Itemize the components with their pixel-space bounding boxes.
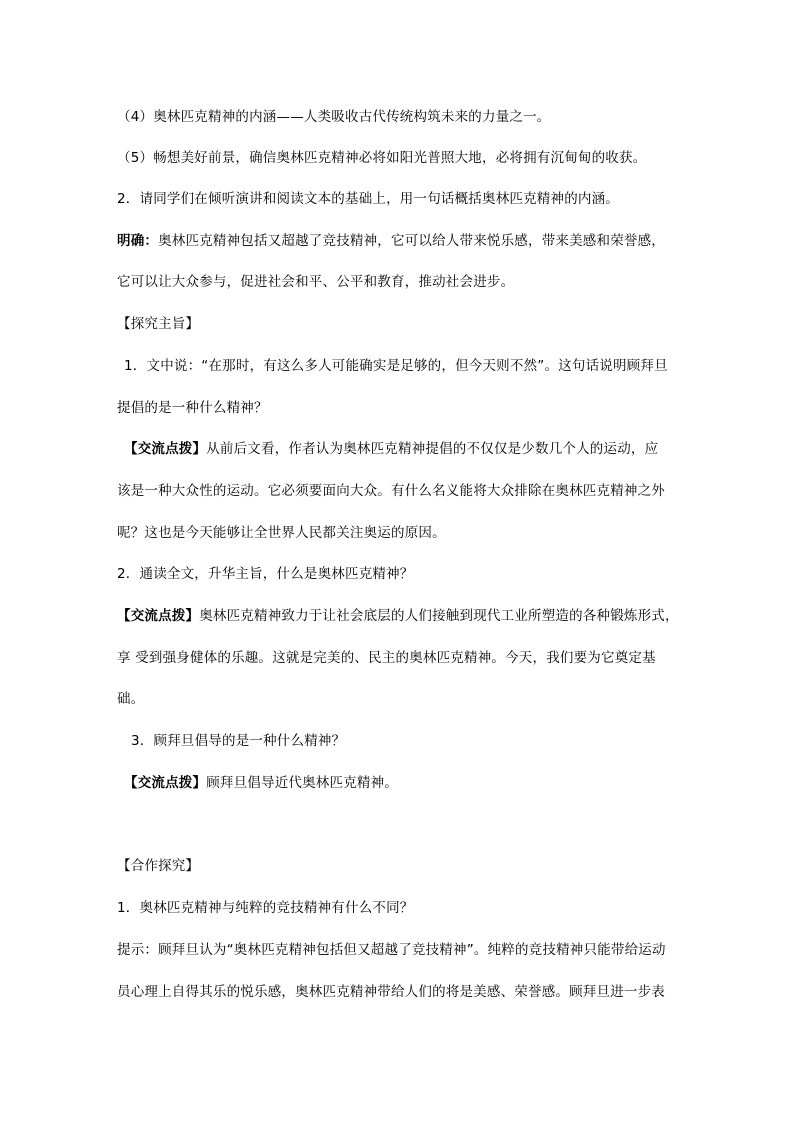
text-line: 础。 bbox=[117, 691, 145, 707]
comment-line bbox=[124, 439, 724, 459]
text-line: 享 受到强身健体的乐趣。这就是完美的、民主的奥林匹克精神。今天，我们要为它奠定基 bbox=[117, 650, 656, 666]
comment-label: 【交流点拨】 bbox=[124, 775, 207, 791]
question-line: 1．文中说：“在那时，有这么多人可能确实是足够的，但今天则不然”。这句话说明顾拜旦 bbox=[124, 358, 668, 374]
comment-text: 顾拜旦倡导近代奥林匹克精神。 bbox=[206, 775, 399, 791]
text-line: 员心理上自得其乐的悦乐感，奥林匹克精神带给人们的将是美感、荣誉感。顾拜旦进一步表 bbox=[117, 984, 665, 1000]
section-heading: 【合作探究】 bbox=[117, 858, 200, 874]
question-line: 2．通读全文，升华主旨，什么是奥林匹克精神？ bbox=[117, 566, 414, 582]
answer-line bbox=[117, 231, 717, 251]
text-line: 它可以让大众参与，促进社会和平、公平和教育，推动社会进步。 bbox=[117, 274, 515, 290]
answer-text: 奥林匹克精神包括又超越了竞技精神，它可以给人带来悦乐感，带来美感和荣誉感， bbox=[158, 233, 666, 249]
text-line: 2．请同学们在倾听演讲和阅读文本的基础上，用一句话概括奥林匹克精神的内涵。 bbox=[117, 191, 619, 207]
question-line: 3．顾拜旦倡导的是一种什么精神？ bbox=[131, 733, 346, 749]
text-line: （4）奥林匹克精神的内涵——人类吸收古代传统构筑未来的力量之一。 bbox=[117, 109, 551, 125]
text-line: （5）畅想美好前景，确信奥林匹克精神必将如阳光普照大地，必将拥有沉甸甸的收获。 bbox=[117, 150, 647, 166]
text-line: 该是一种大众性的运动。它必须要面向大众。有什么名义能将大众排除在奥林匹克精神之外 bbox=[117, 483, 665, 499]
comment-label: 【交流点拨】 bbox=[117, 608, 200, 624]
text-line: 提示：顾拜旦认为“奥林匹克精神包括但又超越了竞技精神”。纯粹的竞技精神只能带给运动 bbox=[117, 942, 666, 958]
comment-line bbox=[117, 606, 717, 626]
comment-line bbox=[124, 773, 724, 793]
answer-label: 明确： bbox=[117, 233, 159, 249]
text-line: 呢？这也是今天能够让全世界人民都关注奥运的原因。 bbox=[117, 525, 446, 541]
question-line: 提倡的是一种什么精神？ bbox=[117, 400, 268, 416]
comment-text: 从前后文看，作者认为奥林匹克精神提倡的不仅仅是少数几个人的运动，应 bbox=[206, 441, 659, 457]
section-heading: 【探究主旨】 bbox=[117, 316, 200, 332]
question-line: 1．奥林匹克精神与纯粹的竞技精神有什么不同？ bbox=[117, 900, 414, 916]
comment-label: 【交流点拨】 bbox=[124, 441, 207, 457]
comment-text: 奥林匹克精神致力于让社会底层的人们接触到现代工业所塑造的各种锻炼形式， bbox=[199, 608, 679, 624]
